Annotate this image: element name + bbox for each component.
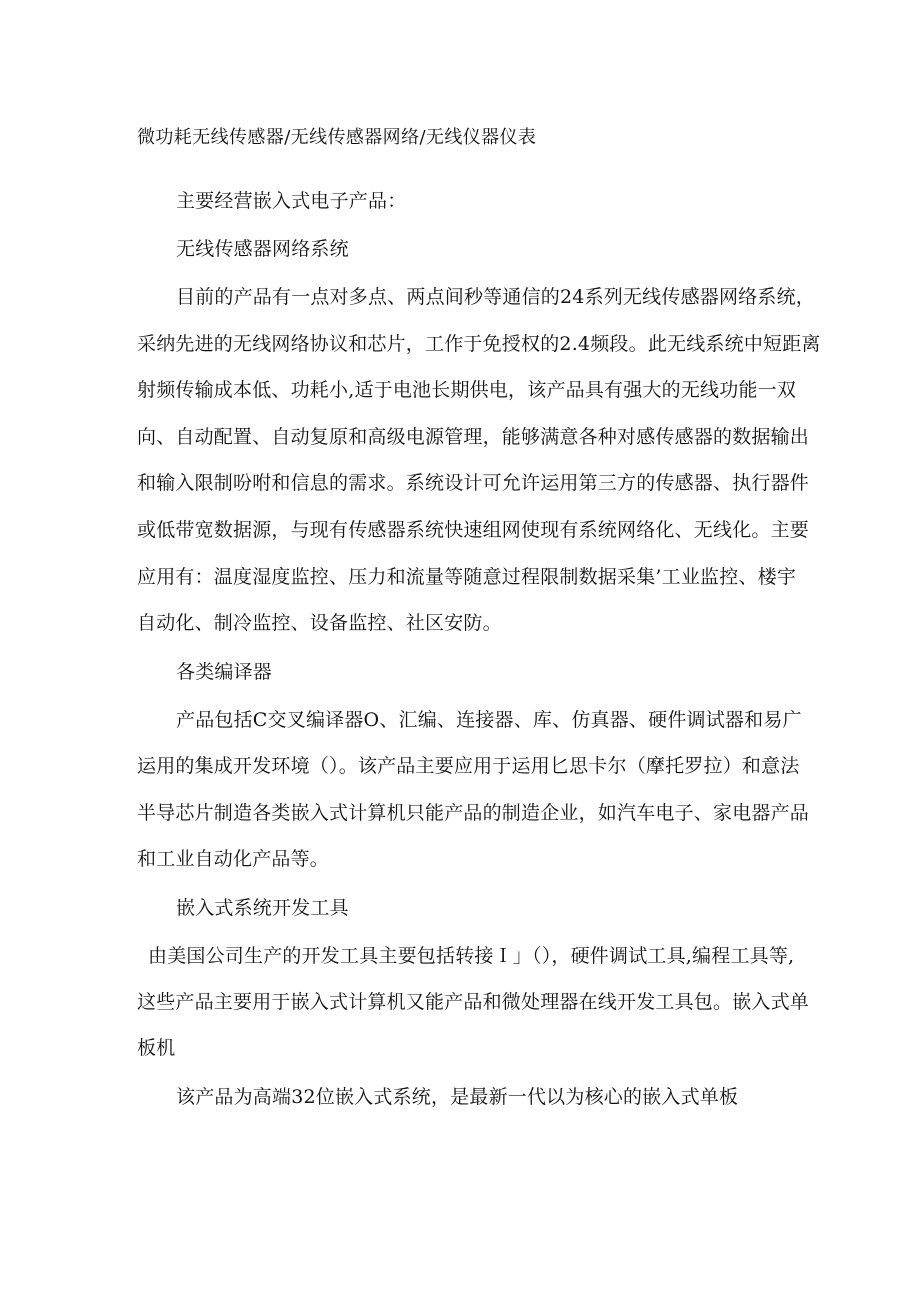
document-title: 微功耗无线传感器/无线传感器网络/无线仪器仪表 [137, 127, 537, 148]
section-heading-dev-tools: 嵌入式系统开发工具 [176, 897, 349, 919]
intro-text: 主要经营嵌入式电子产品： [176, 190, 407, 212]
paragraph-line: 采纳先进的无线网络协议和芯片，工作于免授权的2.4频段。此无线系统中短距离 [137, 333, 821, 355]
paragraph-line: 和输入限制吩咐和信息的需求。系统设计可允许运用第三方的传感器、执行器件 [137, 472, 810, 494]
section-heading-compilers: 各类编译器 [176, 661, 273, 683]
paragraph-line: 目前的产品有一点对多点、两点间秒等通信的24系列无线传感器网络系统， [176, 286, 815, 308]
paragraph-line: 半导芯片制造各类嵌入式计算机只能产品的制造企业，如汽车电子、家电器产品 [137, 802, 810, 824]
paragraph-line: 向、自动配置、自动复原和高级电源管理，能够满意各种对感传感器的数据输出 [137, 426, 810, 448]
paragraph-line: 板机 [137, 1037, 176, 1059]
paragraph-line: 射频传输成本低、功耗小,适于电池长期供电，该产品具有强大的无线功能一双 [137, 379, 797, 401]
paragraph-line: 和工业自动化产品等。 [137, 848, 330, 870]
paragraph-line: 运用的集成开发环境（）。该产品主要应用于运用匕思卡尔（摩托罗拉）和意法 [137, 755, 800, 777]
paragraph-line: 自动化、制冷监控、设备监控、社区安防。 [137, 612, 502, 634]
closing-text: 该产品为高端32位嵌入式系统，是最新一代以为核心的嵌入式单板 [176, 1086, 739, 1108]
section-heading-wireless: 无线传感器网络系统 [176, 238, 349, 260]
paragraph-line: 或低带宽数据源，与现有传感器系统快速组网使现有系统网络化、无线化。主要 [137, 519, 810, 541]
paragraph-line: 这些产品主要用于嵌入式计算机又能产品和微处理器在线开发工具包。嵌入式单 [137, 991, 810, 1013]
paragraph-line: 产品包括C交叉编译器O、汇编、连接器、库、仿真器、硬件调试器和易广 [176, 709, 802, 731]
paragraph-line: 应用有：温度湿度监控、压力和流量等随意过程限制数据采集’工业监控、楼宇 [137, 566, 797, 588]
paragraph-line: 由美国公司生产的开发工具主要包括转接Ｉ」（），硬件调试工具,编程工具等, [148, 945, 795, 967]
